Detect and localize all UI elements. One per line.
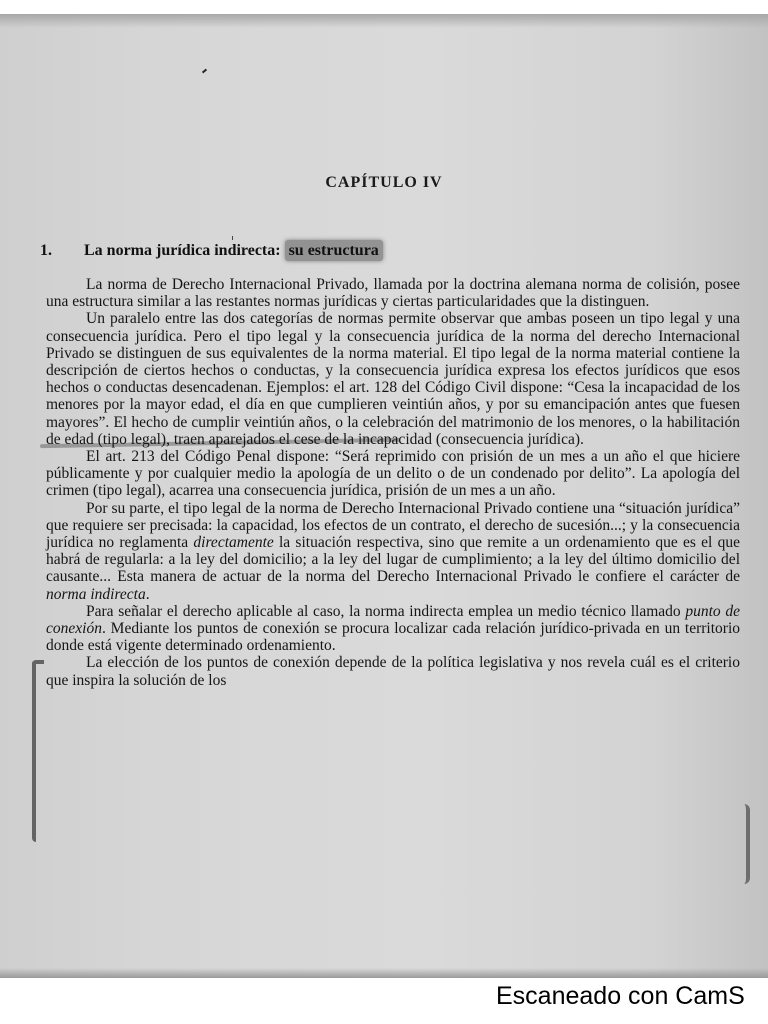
paragraph	[46, 500, 740, 603]
section-title: La norma jurídica indirecta:	[84, 242, 281, 259]
text-run: El art. 213 del Código Penal dispone: “Será reprimido con prisión de un mes a un año el que hiciere públicamente y por cualquier medio la apología de un delito o de un condenado por delito”. La apología del crimen (tipo legal), acarrea una consecuencia jurídica, prisión de un mes a un año.	[46, 448, 740, 500]
chapter-heading: CAPÍTULO IV	[325, 174, 443, 191]
ink-tick	[232, 236, 233, 240]
text-run: La norma de Derecho Internacional Privado, llamada por la doctrina alemana norma de colisión, posee una estructura similar a las restantes normas jurídicas y ciertas particularidades que la distinguen.	[46, 276, 740, 311]
scanned-page	[0, 14, 768, 978]
margin-bracket-left	[32, 660, 44, 842]
text-run: Para señalar el derecho aplicable al caso, la norma indirecta emplea un medio técnico llamado	[86, 602, 686, 620]
italic-run: directamente	[193, 534, 274, 552]
text-run: Un paralelo entre las dos categorías de normas permite observar que ambas poseen un tipo legal y una consecuencia jurídica. Pero el tipo legal y la consecuencia jurídica de la norma del derecho Internacional Privado se distinguen de sus equivalentes de la norma material. El tipo legal de la norma material contiene la descripción de ciertos hechos o conductas, y la consecuencia jurídica expresa los efectos jurídicos que esos hechos o conductas desencadenan. Ejemplos: el art. 128 del Código Civil dispone: “Cesa la incapacidad de los menores por la mayor edad, el día en que cumplieren veintiún años, y por su emancipación antes que fuesen mayores”. El hecho de cumplir veintiún años, o la celebración del matrimonio de los menores, o la habilitación de edad (tipo legal), traen aparejados el cese de la incapacidad (consecuencia jurídica).	[46, 310, 740, 448]
text-run: La elección de los puntos de conexión depende de la política legislativa y nos revela cuál es el criterio que inspira la solución de los	[46, 654, 740, 689]
paragraph	[46, 448, 740, 500]
paragraph	[46, 654, 740, 688]
section-heading	[40, 242, 760, 260]
ink-mark	[202, 69, 207, 74]
section-title-highlight: su estructura	[285, 240, 383, 261]
text-run: .	[145, 585, 150, 603]
paragraph	[46, 276, 740, 310]
text-run: Por su parte, el tipo legal de la norma de Derecho Internacional Privado contiene una “situación jurídica” que requiere ser precisada: la capacidad, los efectos de un contrato, el derecho de sucesión...; y la consecuencia jurídica no reglamenta	[46, 499, 740, 552]
paragraph	[46, 310, 740, 448]
italic-run: punto de conexión	[46, 602, 740, 638]
section-number: 1.	[40, 242, 52, 259]
body-text	[46, 276, 740, 689]
paragraph	[46, 603, 740, 655]
margin-bracket-right	[738, 804, 750, 884]
italic-run: norma indirecta	[46, 585, 146, 603]
scanner-watermark: Escaneado con CamS	[496, 982, 745, 1010]
text-run: . Mediante los puntos de conexión se procura localizar cada relación jurídico-privada en un territorio donde está vigente determinado ordenamiento.	[46, 620, 740, 655]
text-run: la situación respectiva, sino que remite a un ordenamiento que es el que habrá de regularla: a la ley del domicilio; a la ley del lugar de cumplimiento; a la ley del último domicilio del causante... Esta manera de actuar de la norma del Derecho Internacional Privado le confiere el carácter de	[46, 534, 740, 586]
